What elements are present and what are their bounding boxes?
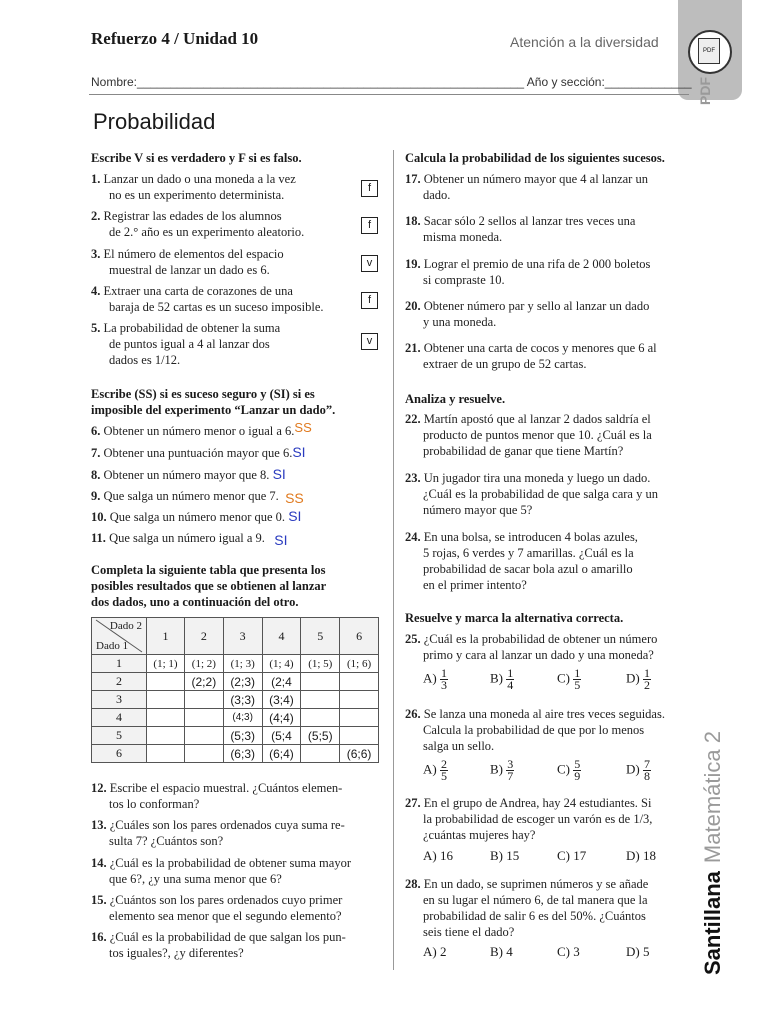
table-row — [92, 709, 379, 727]
option-a[interactable] — [423, 668, 448, 691]
item-number: 14. — [91, 856, 107, 870]
item-text: primo y cara al lanzar un dado y una moneda? — [423, 648, 654, 662]
worksheet-title: Refuerzo 4 / Unidad 10 — [91, 29, 259, 48]
vf-item — [91, 208, 361, 240]
calc-question — [405, 298, 690, 330]
table-cell[interactable] — [184, 709, 223, 727]
handwritten-answer: SI — [288, 508, 302, 524]
option-value: 17 — [573, 848, 587, 863]
option-d[interactable] — [626, 944, 649, 960]
fraction — [440, 668, 448, 691]
table-cell[interactable]: (4;4) — [262, 709, 301, 727]
calc-question — [405, 340, 690, 372]
option-value: 15 — [506, 848, 520, 863]
denominator: 8 — [643, 769, 650, 783]
option-letter: B) — [490, 848, 503, 863]
item-text: Obtener un número mayor que 4 al lanzar un — [423, 172, 648, 186]
column-header: 2 — [184, 618, 223, 655]
item-text: La probabilidad de obtener la suma — [103, 321, 281, 335]
row-header: 4 — [92, 709, 147, 727]
option-c[interactable] — [557, 944, 580, 960]
option-letter: C) — [557, 761, 570, 777]
item-number: 27. — [405, 796, 421, 810]
table-cell[interactable]: (5;5) — [301, 727, 340, 745]
item-number: 11. — [91, 531, 106, 545]
option-letter: D) — [626, 761, 640, 777]
vf-heading: Escribe V si es verdadero y F si es falso. — [91, 151, 302, 165]
worksheet-subtitle: Atención a la diversidad — [510, 34, 659, 50]
table-cell[interactable]: (1; 4) — [262, 655, 301, 673]
vf-item — [91, 320, 361, 368]
numerator: 3 — [507, 757, 514, 771]
option-letter: B) — [490, 944, 503, 959]
handwritten-answer: SI — [272, 466, 286, 482]
calc-question — [405, 256, 690, 288]
option-b[interactable] — [490, 668, 514, 691]
fraction — [440, 759, 448, 782]
option-a[interactable] — [423, 759, 448, 782]
option-letter: C) — [557, 944, 570, 959]
item-text: elemento sea menor que el segundo elemento? — [109, 909, 342, 923]
table-cell[interactable] — [184, 727, 223, 745]
table-cell[interactable]: (1; 2) — [184, 655, 223, 673]
table-cell[interactable]: (2;2) — [184, 673, 223, 691]
item-text: Que salga un número menor que 0. — [109, 510, 286, 524]
item-text: seis tiene el dado? — [423, 925, 515, 939]
table-cell[interactable] — [184, 745, 223, 763]
option-letter: B) — [490, 761, 503, 777]
item-number: 12. — [91, 781, 107, 795]
column-header: 1 — [147, 618, 185, 655]
brand-subject: Matemática 2 — [700, 731, 725, 864]
column-header: 6 — [340, 618, 379, 655]
item-number: 7. — [91, 446, 101, 460]
item-text: sulta 7? ¿Cuántos son? — [109, 834, 224, 848]
item-text: muestral de lanzar un dado es 6. — [109, 263, 270, 277]
mc-question — [405, 876, 695, 940]
item-text: Calcula la probabilidad de que por lo menos — [423, 723, 645, 737]
item-text: dados es 1/12. — [109, 353, 181, 367]
item-text: tos lo conforman? — [109, 797, 200, 811]
item-number: 28. — [405, 877, 421, 891]
vf-item — [91, 283, 366, 315]
item-number: 23. — [405, 471, 421, 485]
fraction — [573, 759, 581, 782]
item-text: la probabilidad de escoger un varón es de 1/3, — [423, 812, 653, 826]
item-number: 24. — [405, 530, 421, 544]
analyze-heading: Analiza y resuelve. — [405, 392, 506, 406]
fraction — [506, 668, 514, 691]
ss-item — [91, 529, 288, 546]
item-text: En un dado, se suprimen números y se añade — [423, 877, 649, 891]
item-number: 20. — [405, 299, 421, 313]
denominator: 5 — [574, 678, 581, 692]
table-cell[interactable] — [301, 745, 340, 763]
item-text: Obtener una carta de cocos y menores que 6 al — [423, 341, 657, 355]
table-heading-line: posibles resultados que se obtienen al lanzar — [91, 579, 327, 593]
table-cell[interactable] — [301, 673, 340, 691]
handwritten-answer: SI — [292, 444, 306, 460]
item-number: 4. — [91, 284, 101, 298]
row-header: 6 — [92, 745, 147, 763]
table-cell[interactable] — [340, 709, 379, 727]
ss-item — [91, 487, 304, 504]
table-cell[interactable]: (2;3) — [223, 673, 262, 691]
table-cell[interactable]: (5;3) — [223, 727, 262, 745]
table-row — [92, 655, 379, 673]
open-question — [91, 855, 381, 887]
item-text: ¿Cuál es la probabilidad de que salga cara y un — [423, 487, 658, 501]
open-question — [91, 892, 381, 924]
option-letter: A) — [423, 848, 437, 863]
item-text: baraja de 52 cartas es un suceso imposible. — [109, 300, 324, 314]
item-number: 5. — [91, 321, 101, 335]
mc-heading: Resuelve y marca la alternativa correcta. — [405, 611, 624, 625]
item-text: no es un experimento determinista. — [109, 188, 285, 202]
item-text: extraer de un grupo de 52 cartas. — [423, 357, 587, 371]
option-d[interactable] — [626, 759, 651, 782]
item-number: 25. — [405, 632, 421, 646]
item-text: tos iguales?, ¿y diferentes? — [109, 946, 244, 960]
table-cell[interactable] — [147, 709, 185, 727]
item-text: En una bolsa, se introducen 4 bolas azules, — [423, 530, 638, 544]
item-text: en el primer intento? — [423, 578, 527, 592]
option-b[interactable] — [490, 944, 513, 960]
option-a[interactable] — [423, 848, 453, 864]
option-a[interactable] — [423, 944, 446, 960]
table-cell[interactable] — [340, 691, 379, 709]
table-cell[interactable]: (1; 3) — [223, 655, 262, 673]
item-number: 3. — [91, 247, 101, 261]
fraction — [643, 668, 651, 691]
item-number: 22. — [405, 412, 421, 426]
item-text: Obtener una puntuación mayor que 6. — [103, 446, 293, 460]
denominator: 4 — [507, 678, 514, 692]
item-text: ¿Cuál es la probabilidad de obtener un número — [423, 632, 658, 646]
header-divider — [89, 94, 689, 95]
ss-item — [91, 508, 301, 525]
row-header: 3 — [92, 691, 147, 709]
ss-heading-line: Escribe (SS) si es suceso seguro y (SI) si es — [91, 387, 315, 401]
numerator: 1 — [440, 666, 447, 680]
item-text: de puntos igual a 4 al lanzar dos — [109, 337, 270, 351]
item-text: 5 rojas, 6 verdes y 7 amarillas. ¿Cuál es la — [423, 546, 634, 560]
ss-item — [91, 466, 286, 483]
item-text: Martín apostó que al lanzar 2 dados saldría el — [423, 412, 651, 426]
dice-outcomes-table — [91, 617, 379, 763]
handwritten-answer: SS — [294, 420, 312, 435]
table-cell[interactable] — [147, 745, 185, 763]
fraction — [506, 759, 514, 782]
answer-box[interactable]: v — [361, 255, 378, 272]
ss-heading — [91, 386, 335, 418]
item-text: Obtener número par y sello al lanzar un dado — [423, 299, 650, 313]
item-text: dado. — [423, 188, 451, 202]
item-number: 15. — [91, 893, 107, 907]
item-number: 1. — [91, 172, 101, 186]
option-value: 2 — [439, 944, 447, 959]
column-header: 4 — [262, 618, 301, 655]
table-cell[interactable]: (4;3) — [223, 709, 262, 727]
option-c[interactable] — [557, 668, 581, 691]
numerator: 1 — [643, 666, 650, 680]
option-b[interactable] — [490, 848, 519, 864]
denominator: 3 — [440, 678, 447, 692]
corner-top-label: Dado 2 — [109, 620, 142, 632]
item-number: 13. — [91, 818, 107, 832]
table-cell[interactable] — [184, 691, 223, 709]
mc-question — [405, 795, 695, 843]
pdf-file-icon: PDF — [698, 38, 720, 64]
item-text: probabilidad de sacar bola azul o amarillo — [423, 562, 633, 576]
vf-item — [91, 246, 361, 278]
item-text: producto de puntos menor que 10. ¿Cuál es la — [423, 428, 652, 442]
page-title: Probabilidad — [93, 109, 216, 134]
analyze-question — [405, 470, 690, 518]
table-corner — [92, 618, 147, 655]
numerator: 5 — [574, 757, 581, 771]
mc-question — [405, 706, 700, 754]
option-letter: A) — [423, 761, 437, 777]
item-text: en su lugar el número 6, de tal manera que la — [423, 893, 648, 907]
item-number: 9. — [91, 489, 101, 503]
brand-name: Santillana — [700, 871, 725, 975]
table-cell[interactable] — [147, 691, 185, 709]
option-value: 3 — [573, 944, 580, 959]
item-text: Extraer una carta de corazones de una — [103, 284, 293, 298]
name-section-line: Nombre:__________________________________________________________ Año y sección:_____________ — [91, 75, 692, 89]
option-d[interactable] — [626, 848, 656, 864]
column-header: 5 — [301, 618, 340, 655]
mc-question — [405, 631, 695, 663]
item-number: 26. — [405, 707, 421, 721]
denominator: 2 — [643, 678, 650, 692]
table-cell[interactable]: (1; 1) — [147, 655, 185, 673]
option-letter: D) — [626, 670, 640, 686]
brand-vertical — [700, 731, 726, 975]
option-letter: C) — [557, 670, 570, 686]
numerator: 1 — [507, 666, 514, 680]
table-row — [92, 727, 379, 745]
table-heading-line: Completa la siguiente tabla que presenta los — [91, 563, 326, 577]
item-text: misma moneda. — [423, 230, 503, 244]
item-text: de 2.° año es un experimento aleatorio. — [109, 225, 305, 239]
table-cell[interactable]: (6;6) — [340, 745, 379, 763]
answer-box[interactable]: f — [361, 292, 378, 309]
option-letter: B) — [490, 670, 503, 686]
calc-question — [405, 213, 690, 245]
table-heading-line: dos dados, uno a continuación del otro. — [91, 595, 299, 609]
table-cell[interactable] — [340, 673, 379, 691]
option-value: 4 — [506, 944, 513, 959]
item-number: 21. — [405, 341, 421, 355]
option-letter: D) — [626, 848, 640, 863]
item-number: 6. — [91, 424, 101, 438]
calc-question — [405, 171, 690, 203]
item-number: 10. — [91, 510, 107, 524]
calc-heading: Calcula la probabilidad de los siguientes sucesos. — [405, 151, 665, 165]
item-text: Sacar sólo 2 sellos al lanzar tres veces una — [423, 214, 636, 228]
table-cell[interactable]: (3;4) — [262, 691, 301, 709]
table-cell[interactable]: (1; 5) — [301, 655, 340, 673]
item-text: Lanzar un dado o una moneda a la vez — [103, 172, 296, 186]
table-cell[interactable]: (2;4 — [262, 673, 301, 691]
item-text: Obtener un número menor o igual a 6. — [103, 424, 295, 438]
item-text: si compraste 10. — [423, 273, 505, 287]
answer-box[interactable]: f — [361, 217, 378, 234]
item-text: Registrar las edades de los alumnos — [103, 209, 282, 223]
option-d[interactable] — [626, 668, 651, 691]
item-number: 19. — [405, 257, 421, 271]
item-text: Que salga un número menor que 7. — [103, 489, 279, 503]
item-text: Escribe el espacio muestral. ¿Cuántos elemen- — [109, 781, 343, 795]
option-value: 18 — [642, 848, 656, 863]
table-cell[interactable] — [340, 727, 379, 745]
open-question — [91, 929, 381, 961]
denominator: 7 — [507, 769, 514, 783]
analyze-question — [405, 529, 690, 593]
table-cell[interactable]: (3;3) — [223, 691, 262, 709]
item-text: Se lanza una moneda al aire tres veces seguidas. — [423, 707, 665, 721]
table-cell[interactable]: (1; 6) — [340, 655, 379, 673]
option-value: 5 — [642, 944, 650, 959]
numerator: 7 — [643, 757, 650, 771]
item-text: ¿cuántas mujeres hay? — [423, 828, 536, 842]
item-number: 18. — [405, 214, 421, 228]
item-text: ¿Cuál es la probabilidad de que salgan los pun- — [109, 930, 346, 944]
item-text: En el grupo de Andrea, hay 24 estudiantes. Si — [423, 796, 652, 810]
option-letter: A) — [423, 944, 437, 959]
item-text: Que salga un número igual a 9. — [109, 531, 265, 545]
option-c[interactable] — [557, 848, 586, 864]
option-c[interactable] — [557, 759, 581, 782]
item-text: probabilidad de salir 6 es del 50%. ¿Cuántos — [423, 909, 646, 923]
item-text: ¿Cuántos son los pares ordenados cuyo primer — [109, 893, 343, 907]
ss-item — [91, 420, 312, 439]
table-heading — [91, 562, 326, 610]
item-number: 16. — [91, 930, 107, 944]
item-number: 17. — [405, 172, 421, 186]
item-text: número mayor que 5? — [423, 503, 533, 517]
vf-item — [91, 171, 361, 203]
item-text: Un jugador tira una moneda y luego un dado. — [423, 471, 651, 485]
table-row — [92, 673, 379, 691]
option-letter: C) — [557, 848, 570, 863]
item-text: El número de elementos del espacio — [103, 247, 284, 261]
item-text: y una moneda. — [423, 315, 497, 329]
row-header: 1 — [92, 655, 147, 673]
table-row — [92, 745, 379, 763]
option-value: 16 — [439, 848, 453, 863]
corner-bottom-label: Dado 1 — [96, 640, 129, 652]
fraction — [573, 668, 581, 691]
row-header: 5 — [92, 727, 147, 745]
option-letter: A) — [423, 670, 437, 686]
table-row — [92, 691, 379, 709]
item-text: ¿Cuáles son los pares ordenados cuya suma re- — [109, 818, 345, 832]
ss-item — [91, 444, 306, 461]
ss-heading-line: imposible del experimento “Lanzar un dado”. — [91, 403, 336, 417]
denominator: 9 — [574, 769, 581, 783]
table-cell[interactable] — [301, 691, 340, 709]
item-text: salga un sello. — [423, 739, 495, 753]
open-question — [91, 817, 381, 849]
denominator: 5 — [440, 769, 447, 783]
table-cell[interactable]: (5;4 — [262, 727, 301, 745]
column-header: 3 — [223, 618, 262, 655]
table-cell[interactable]: (6;4) — [262, 745, 301, 763]
item-text: probabilidad de ganar que tiene Martín? — [423, 444, 624, 458]
option-letter: D) — [626, 944, 640, 959]
column-divider — [393, 150, 394, 970]
option-b[interactable] — [490, 759, 514, 782]
item-text: Lograr el premio de una rifa de 2 000 boletos — [423, 257, 651, 271]
item-number: 8. — [91, 468, 101, 482]
handwritten-answer: SS — [285, 490, 304, 506]
pdf-label: PDF — [697, 77, 713, 105]
answer-box[interactable]: f — [361, 180, 378, 197]
item-text: ¿Cuál es la probabilidad de obtener suma mayor — [109, 856, 351, 870]
analyze-question — [405, 411, 690, 459]
numerator: 1 — [574, 666, 581, 680]
fraction — [643, 759, 651, 782]
open-question — [91, 780, 381, 812]
item-text: Obtener un número mayor que 8. — [103, 468, 270, 482]
table-cell[interactable] — [147, 727, 185, 745]
row-header: 2 — [92, 673, 147, 691]
table-cell[interactable] — [147, 673, 185, 691]
handwritten-answer: SI — [274, 532, 288, 548]
numerator: 2 — [440, 757, 447, 771]
item-text: que 6?, ¿y una suma menor que 6? — [109, 872, 282, 886]
table-cell[interactable] — [301, 709, 340, 727]
answer-box[interactable]: v — [361, 333, 378, 350]
item-number: 2. — [91, 209, 101, 223]
table-cell[interactable]: (6;3) — [223, 745, 262, 763]
